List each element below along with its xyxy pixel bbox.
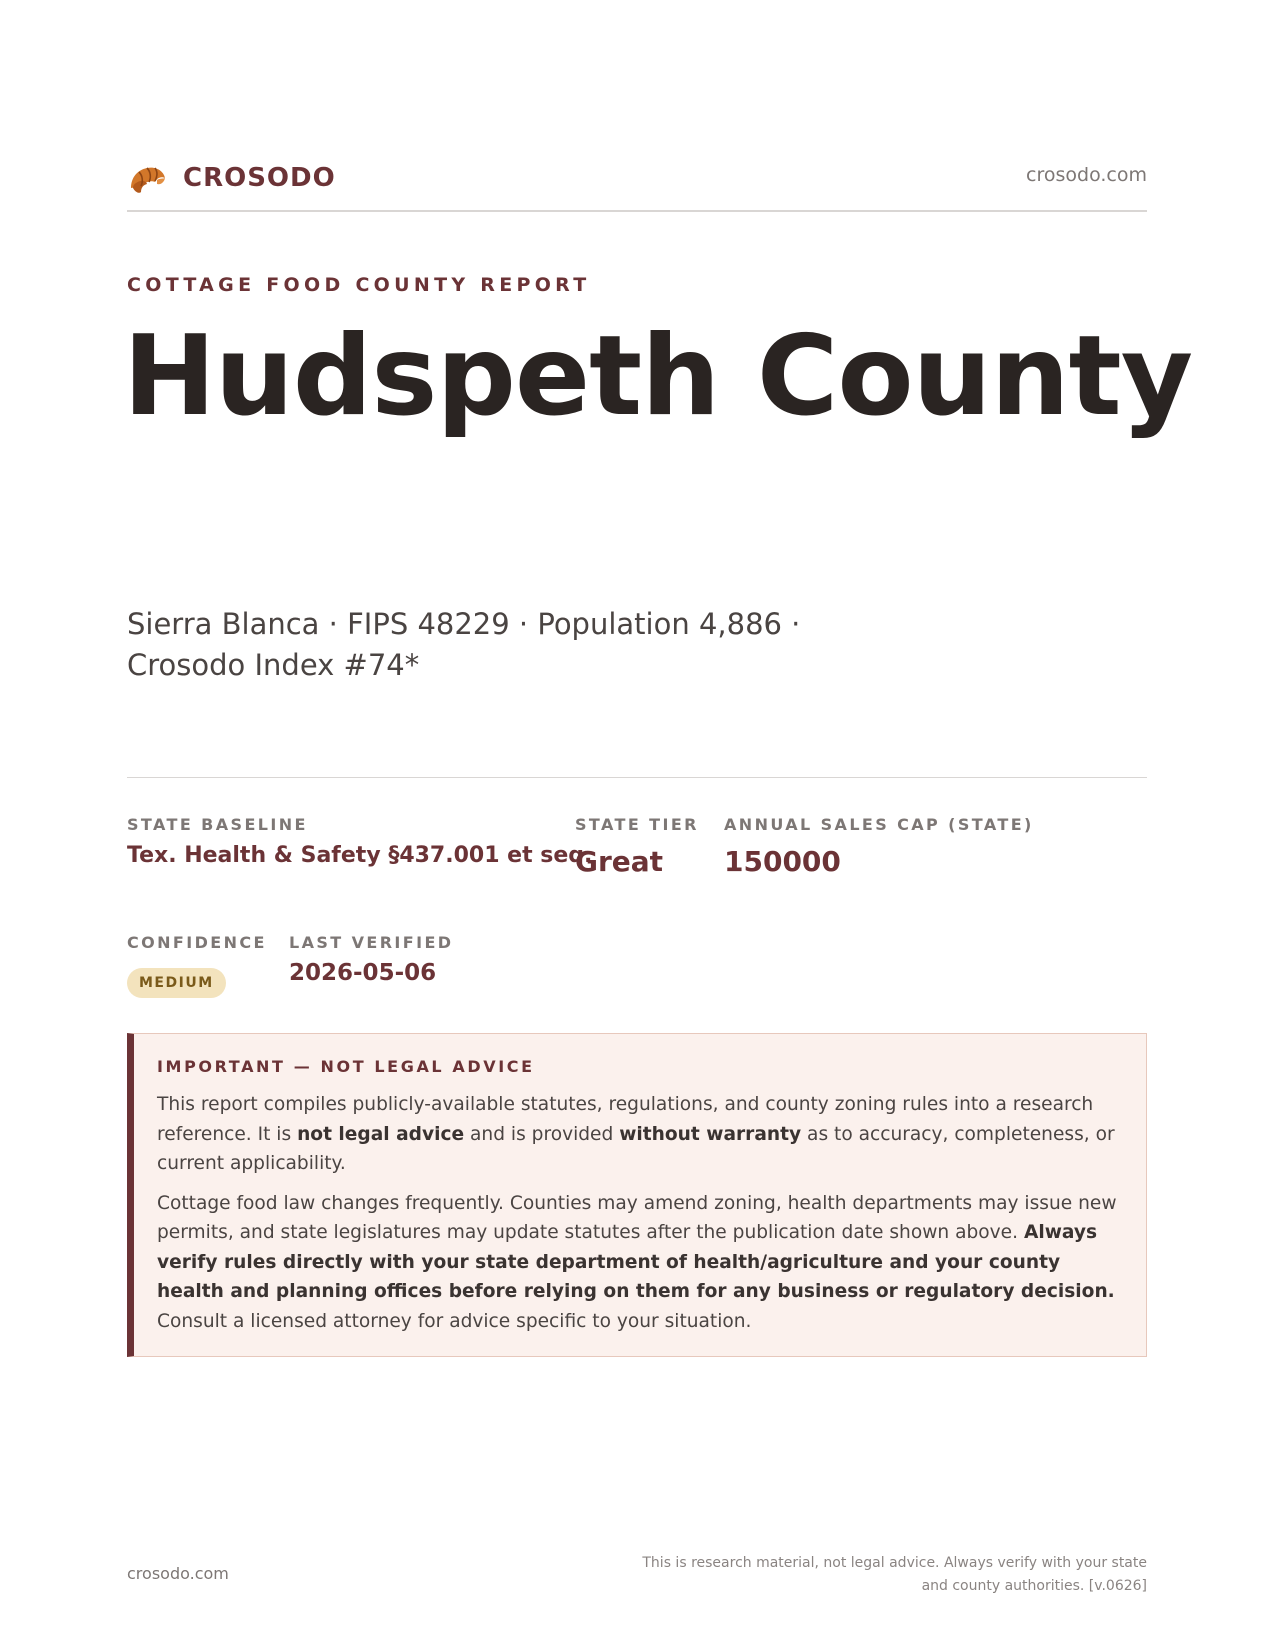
report-eyebrow: COTTAGE FOOD COUNTY REPORT — [127, 274, 591, 296]
state-baseline-value: Tex. Health & Safety §437.001 et seq. — [127, 843, 593, 868]
sales-cap-value: 150000 — [724, 845, 841, 878]
croissant-icon — [127, 158, 167, 198]
notice-text: This report compiles publicly-available statutes, regulations, and county zoning rules into a research reference. It is — [157, 1094, 1094, 1145]
notice-emphasis: not legal advice — [297, 1123, 465, 1145]
notice-text: Cottage food law changes frequently. Counties may amend zoning, health departments may issue new permits, and state legislatures may update statutes after the publication date shown above. — [157, 1192, 1117, 1243]
site-url[interactable]: crosodo.com — [1026, 164, 1147, 186]
section-divider — [127, 777, 1147, 778]
confidence-label: CONFIDENCE — [127, 933, 267, 952]
last-verified-value: 2026-05-06 — [289, 960, 437, 986]
sales-cap-label: ANNUAL SALES CAP (STATE) — [724, 815, 1034, 834]
notice-emphasis: without warranty — [619, 1123, 802, 1145]
notice-paragraph-1 — [157, 1090, 1124, 1179]
page-header — [127, 158, 1147, 212]
notice-text: Consult a licensed attorney for advice specific to your situation. — [157, 1310, 752, 1332]
last-verified-label: LAST VERIFIED — [289, 933, 454, 952]
brand-logo[interactable] — [127, 158, 336, 198]
legal-notice — [127, 1033, 1147, 1357]
county-subtitle: Sierra Blanca · FIPS 48229 · Population 4,886 · Crosodo Index #74* — [127, 607, 801, 682]
page-title: Hudspeth County — [123, 312, 1193, 441]
footer-site[interactable]: crosodo.com — [127, 1564, 229, 1583]
brand-name: CROSODO — [183, 163, 336, 193]
state-tier-value: Great — [575, 845, 664, 878]
notice-paragraph-2 — [157, 1189, 1124, 1337]
report-page — [123, 0, 1193, 1650]
notice-text: as to accuracy, completeness, or current applicability. — [157, 1123, 1115, 1174]
state-baseline-label: STATE BASELINE — [127, 815, 308, 834]
confidence-badge: MEDIUM — [127, 968, 226, 998]
notice-title: IMPORTANT — NOT LEGAL ADVICE — [157, 1057, 535, 1076]
footer-disclaimer: This is research material, not legal advice. Always verify with your state and county authorities. [v.0626] — [642, 1555, 1147, 1594]
state-tier-label: STATE TIER — [575, 815, 699, 834]
notice-emphasis: Always verify rules directly with your state department of health/agriculture and your county health and planning offices before relying on them for any business or regulatory decision. — [157, 1222, 1115, 1302]
notice-text: and is provided — [464, 1123, 620, 1145]
